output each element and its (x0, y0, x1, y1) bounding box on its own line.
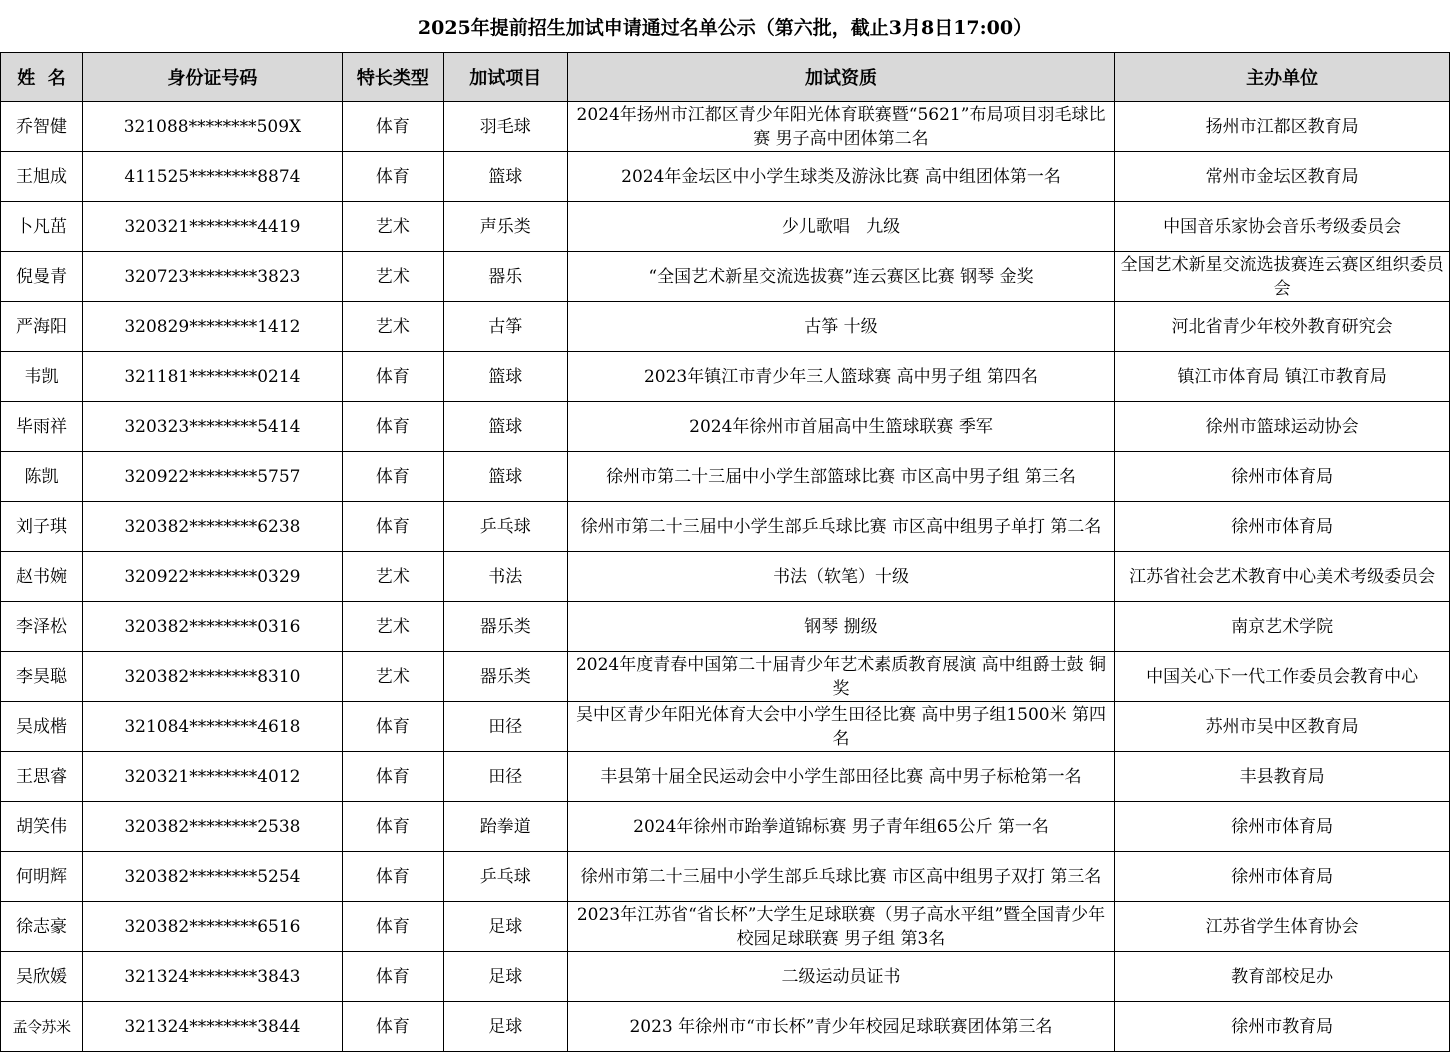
cell-type-text: 体育 (375, 1016, 410, 1037)
cell-qualification-text: 少儿歌唱 九级 (781, 216, 901, 237)
table-row (1, 202, 1450, 252)
cell-item[interactable] (443, 302, 567, 352)
cell-name[interactable] (1, 702, 83, 752)
table-row (1, 852, 1450, 902)
table-row (1, 602, 1450, 652)
cell-organizer[interactable] (1115, 452, 1450, 502)
cell-qualification[interactable] (567, 302, 1115, 352)
cell-id-text: 320723********3823 (124, 266, 301, 287)
cell-id[interactable] (82, 752, 342, 802)
cell-qualification[interactable] (567, 402, 1115, 452)
cell-organizer[interactable] (1115, 152, 1450, 202)
cell-id-text: 321324********3843 (124, 966, 301, 987)
cell-qualification-text: 二级运动员证书 (781, 966, 901, 987)
cell-organizer[interactable] (1115, 802, 1450, 852)
cell-name-text: 胡笑伟 (15, 816, 67, 837)
cell-type-text: 体育 (375, 166, 410, 187)
cell-id[interactable] (82, 452, 342, 502)
cell-id[interactable] (82, 902, 342, 952)
cell-id-text: 320382********5254 (124, 866, 301, 887)
cell-item[interactable] (443, 202, 567, 252)
header-name[interactable]: 姓 名 (1, 53, 83, 102)
cell-item[interactable] (443, 552, 567, 602)
table-row (1, 502, 1450, 552)
cell-organizer[interactable] (1115, 1002, 1450, 1052)
cell-name-text: 孟令苏米 (12, 1017, 71, 1036)
cell-item-text: 田径 (488, 766, 523, 787)
cell-name-text: 陈凯 (24, 466, 59, 487)
cell-id[interactable] (82, 202, 342, 252)
cell-item-text: 声乐类 (479, 216, 531, 237)
cell-item[interactable] (443, 702, 567, 752)
cell-id-text: 321324********3844 (124, 1016, 301, 1037)
cell-id-text: 320829********1412 (124, 316, 301, 337)
table-row (1, 1002, 1450, 1052)
cell-type-text: 体育 (375, 416, 410, 437)
cell-name[interactable] (1, 752, 83, 802)
cell-name-text: 王思睿 (15, 766, 67, 787)
cell-id-text: 320382********6238 (124, 516, 301, 537)
cell-name[interactable] (1, 652, 83, 702)
cell-organizer-text: 扬州市江都区教育局 (1205, 116, 1359, 137)
cell-item-text: 乒乓球 (479, 516, 531, 537)
cell-name[interactable] (1, 302, 83, 352)
cell-organizer-text: 教育部校足办 (1231, 966, 1334, 987)
cell-organizer[interactable] (1115, 252, 1450, 302)
table-row (1, 352, 1450, 402)
cell-name-text: 李泽松 (15, 616, 67, 637)
cell-type[interactable] (342, 702, 443, 752)
cell-qualification-text: 2024年徐州市跆拳道锦标赛 男子青年组65公斤 第一名 (633, 816, 1049, 837)
cell-type[interactable] (342, 302, 443, 352)
cell-type-text: 体育 (375, 816, 410, 837)
cell-organizer[interactable] (1115, 852, 1450, 902)
table-row (1, 402, 1450, 452)
cell-qualification-text: 徐州市第二十三届中小学生部乒乓球比赛 市区高中组男子单打 第二名 (580, 516, 1102, 537)
cell-type-text: 艺术 (375, 266, 410, 287)
cell-name-text: 吴欣媛 (15, 966, 67, 987)
cell-organizer-text: 江苏省学生体育协会 (1205, 916, 1359, 937)
cell-qualification[interactable] (567, 802, 1115, 852)
cell-type[interactable] (342, 552, 443, 602)
cell-organizer-text: 徐州市篮球运动协会 (1205, 416, 1359, 437)
cell-item-text: 篮球 (488, 166, 523, 187)
cell-type-text: 艺术 (375, 316, 410, 337)
cell-organizer[interactable] (1115, 352, 1450, 402)
cell-name[interactable] (1, 852, 83, 902)
cell-qualification-text: 丰县第十届全民运动会中小学生部田径比赛 高中男子标枪第一名 (600, 766, 1082, 787)
cell-qualification-text: 2023年江苏省“省长杯”大学生足球联赛（男子高水平组”暨全国青少年校园足球联赛 男子组 第3名 (576, 904, 1106, 949)
cell-id-text: 320382********8310 (124, 666, 301, 687)
cell-id[interactable] (82, 702, 342, 752)
cell-qualification-text: 古筝 十级 (804, 316, 878, 337)
cell-name[interactable] (1, 602, 83, 652)
cell-type-text: 艺术 (375, 666, 410, 687)
cell-type[interactable] (342, 1002, 443, 1052)
cell-id[interactable] (82, 952, 342, 1002)
cell-qualification-text: 2024年扬州市江都区青少年阳光体育联赛暨“5621”布局项目羽毛球比赛 男子高中团体第二名 (576, 104, 1106, 149)
cell-type[interactable] (342, 602, 443, 652)
cell-qualification[interactable] (567, 202, 1115, 252)
cell-item[interactable] (443, 902, 567, 952)
cell-name[interactable] (1, 252, 83, 302)
cell-type[interactable] (342, 752, 443, 802)
cell-name-text: 乔智健 (15, 116, 67, 137)
page-title: 2025年提前招生加试申请通过名单公示（第六批，截止3月8日17:00） (417, 16, 1033, 39)
cell-item-text: 田径 (488, 716, 523, 737)
cell-type-text: 体育 (375, 116, 410, 137)
cell-organizer-text: 徐州市体育局 (1231, 866, 1334, 887)
cell-item-text: 书法 (488, 566, 523, 587)
cell-type[interactable] (342, 502, 443, 552)
cell-organizer-text: 苏州市吴中区教育局 (1205, 716, 1359, 737)
cell-type[interactable] (342, 402, 443, 452)
cell-type-text: 艺术 (375, 216, 410, 237)
cell-qualification-text: 书法（软笔）十级 (772, 566, 909, 587)
cell-organizer-text: 河北省青少年校外教育研究会 (1171, 316, 1393, 337)
cell-qualification-text: 2024年金坛区中小学生球类及游泳比赛 高中组团体第一名 (621, 166, 1061, 187)
cell-id-text: 320922********0329 (124, 566, 301, 587)
cell-type-text: 体育 (375, 766, 410, 787)
cell-organizer[interactable] (1115, 652, 1450, 702)
cell-id[interactable] (82, 152, 342, 202)
table-row (1, 302, 1450, 352)
cell-item-text: 足球 (488, 1016, 523, 1037)
cell-type[interactable] (342, 252, 443, 302)
table-row (1, 752, 1450, 802)
cell-name-text: 何明辉 (15, 866, 67, 887)
cell-name-text: 吴成楷 (15, 716, 67, 737)
cell-id-text: 411525********8874 (124, 166, 301, 187)
cell-type-text: 体育 (375, 866, 410, 887)
cell-name-text: 赵书婉 (15, 566, 67, 587)
cell-organizer-text: 镇江市体育局 镇江市教育局 (1177, 366, 1387, 387)
cell-type-text: 体育 (375, 466, 410, 487)
cell-qualification-text: 钢琴 捌级 (804, 616, 878, 637)
cell-name[interactable] (1, 1002, 83, 1052)
cell-item[interactable] (443, 602, 567, 652)
cell-qualification-text: “全国艺术新星交流选拔赛”连云赛区比赛 钢琴 金奖 (648, 266, 1034, 287)
cell-id-text: 321181********0214 (124, 366, 301, 387)
cell-item-text: 羽毛球 (479, 116, 531, 137)
cell-qualification[interactable] (567, 452, 1115, 502)
cell-item[interactable] (443, 652, 567, 702)
cell-id[interactable] (82, 1002, 342, 1052)
cell-type[interactable] (342, 202, 443, 252)
cell-name[interactable] (1, 352, 83, 402)
cell-id-text: 320323********5414 (124, 416, 301, 437)
cell-type-text: 体育 (375, 966, 410, 987)
cell-name-text: 王旭成 (15, 166, 67, 187)
cell-name-text: 毕雨祥 (15, 416, 67, 437)
cell-qualification[interactable] (567, 652, 1115, 702)
cell-organizer-text: 徐州市体育局 (1231, 466, 1334, 487)
header-item[interactable]: 加试项目 (443, 53, 567, 102)
cell-type[interactable] (342, 452, 443, 502)
cell-organizer-text: 徐州市体育局 (1231, 516, 1334, 537)
cell-qualification[interactable] (567, 952, 1115, 1002)
cell-item-text: 足球 (488, 916, 523, 937)
cell-id-text: 321088********509X (123, 116, 302, 137)
cell-qualification-text: 吴中区青少年阳光体育大会中小学生田径比赛 高中男子组1500米 第四名 (575, 704, 1107, 749)
cell-name[interactable] (1, 902, 83, 952)
cell-type[interactable] (342, 952, 443, 1002)
cell-qualification[interactable] (567, 702, 1115, 752)
cell-organizer[interactable] (1115, 702, 1450, 752)
cell-name[interactable] (1, 552, 83, 602)
cell-item-text: 器乐 (488, 266, 523, 287)
cell-qualification[interactable] (567, 352, 1115, 402)
header-qualification[interactable]: 加试资质 (567, 53, 1115, 102)
header-row (1, 53, 1450, 102)
cell-item[interactable] (443, 252, 567, 302)
cell-name[interactable] (1, 102, 83, 152)
cell-name[interactable] (1, 402, 83, 452)
cell-type[interactable] (342, 902, 443, 952)
cell-item[interactable] (443, 1002, 567, 1052)
cell-id[interactable] (82, 252, 342, 302)
header-type[interactable]: 特长类型 (342, 53, 443, 102)
cell-organizer[interactable] (1115, 952, 1450, 1002)
cell-type[interactable] (342, 102, 443, 152)
cell-item-text: 篮球 (488, 466, 523, 487)
cell-item-text: 跆拳道 (479, 816, 531, 837)
cell-organizer[interactable] (1115, 602, 1450, 652)
cell-id-text: 320382********2538 (124, 816, 301, 837)
cell-qualification-text: 徐州市第二十三届中小学生部乒乓球比赛 市区高中组男子双打 第三名 (580, 866, 1102, 887)
cell-organizer-text: 常州市金坛区教育局 (1205, 166, 1359, 187)
cell-type-text: 艺术 (375, 566, 410, 587)
cell-qualification-text: 2023年镇江市青少年三人篮球赛 高中男子组 第四名 (643, 366, 1039, 387)
cell-qualification[interactable] (567, 552, 1115, 602)
cell-item[interactable] (443, 352, 567, 402)
cell-id[interactable] (82, 552, 342, 602)
cell-id[interactable] (82, 852, 342, 902)
cell-type[interactable] (342, 352, 443, 402)
cell-organizer[interactable] (1115, 302, 1450, 352)
table-row (1, 902, 1450, 952)
cell-type[interactable] (342, 802, 443, 852)
cell-id[interactable] (82, 352, 342, 402)
cell-name-text: 徐志豪 (15, 916, 67, 937)
cell-id-text: 320382********0316 (124, 616, 301, 637)
cell-type-text: 体育 (375, 516, 410, 537)
cell-name[interactable] (1, 152, 83, 202)
cell-organizer[interactable] (1115, 102, 1450, 152)
cell-type-text: 体育 (375, 366, 410, 387)
cell-id[interactable] (82, 302, 342, 352)
cell-organizer-text: 南京艺术学院 (1231, 616, 1334, 637)
cell-item-text: 乒乓球 (479, 866, 531, 887)
cell-item[interactable] (443, 452, 567, 502)
cell-item-text: 篮球 (488, 416, 523, 437)
cell-item-text: 器乐类 (479, 616, 531, 637)
table-row (1, 552, 1450, 602)
cell-name[interactable] (1, 502, 83, 552)
cell-qualification-text: 2023 年徐州市“市长杯”青少年校园足球联赛团体第三名 (629, 1016, 1053, 1037)
cell-qualification-text: 2024年徐州市首届高中生篮球联赛 季军 (689, 416, 993, 437)
table-row (1, 252, 1450, 302)
cell-id[interactable] (82, 402, 342, 452)
cell-qualification[interactable] (567, 902, 1115, 952)
cell-id-text: 320382********6516 (124, 916, 301, 937)
cell-item[interactable] (443, 152, 567, 202)
cell-id[interactable] (82, 602, 342, 652)
cell-organizer-text: 丰县教育局 (1239, 766, 1325, 787)
cell-qualification-text: 2024年度青春中国第二十届青少年艺术素质教育展演 高中组爵士鼓 铜奖 (575, 654, 1107, 699)
cell-name-text: 刘子琪 (15, 516, 67, 537)
cell-organizer-text: 江苏省社会艺术教育中心美术考级委员会 (1129, 566, 1436, 587)
cell-qualification[interactable] (567, 852, 1115, 902)
cell-organizer[interactable] (1115, 552, 1450, 602)
cell-item-text: 器乐类 (479, 666, 531, 687)
cell-type[interactable] (342, 852, 443, 902)
cell-type-text: 艺术 (375, 616, 410, 637)
cell-item[interactable] (443, 102, 567, 152)
cell-organizer-text: 徐州市教育局 (1231, 1016, 1334, 1037)
cell-item[interactable] (443, 852, 567, 902)
cell-name-text: 李昊聪 (15, 666, 67, 687)
cell-qualification[interactable] (567, 502, 1115, 552)
cell-type-text: 体育 (375, 916, 410, 937)
header-id[interactable]: 身份证号码 (82, 53, 342, 102)
table-row (1, 102, 1450, 152)
cell-organizer[interactable] (1115, 502, 1450, 552)
cell-name[interactable] (1, 802, 83, 852)
table-row (1, 802, 1450, 852)
cell-item[interactable] (443, 802, 567, 852)
cell-id-text: 320321********4012 (124, 766, 301, 787)
cell-organizer-text: 中国音乐家协会音乐考级委员会 (1163, 216, 1402, 237)
cell-name[interactable] (1, 452, 83, 502)
cell-qualification[interactable] (567, 602, 1115, 652)
cell-type-text: 体育 (375, 716, 410, 737)
cell-qualification-text: 徐州市第二十三届中小学生部篮球比赛 市区高中男子组 第三名 (606, 466, 1076, 487)
cell-item-text: 篮球 (488, 366, 523, 387)
cell-organizer-text: 中国关心下一代工作委员会教育中心 (1146, 666, 1419, 687)
cell-name[interactable] (1, 202, 83, 252)
cell-id[interactable] (82, 652, 342, 702)
cell-organizer[interactable] (1115, 202, 1450, 252)
table-row (1, 152, 1450, 202)
cell-name-text: 倪曼青 (15, 266, 67, 287)
cell-qualification[interactable] (567, 102, 1115, 152)
table-row (1, 452, 1450, 502)
cell-qualification[interactable] (567, 252, 1115, 302)
cell-item-text: 足球 (488, 966, 523, 987)
table-row (1, 702, 1450, 752)
cell-organizer[interactable] (1115, 902, 1450, 952)
cell-qualification[interactable] (567, 752, 1115, 802)
cell-id-text: 320321********4419 (124, 216, 301, 237)
cell-item[interactable] (443, 952, 567, 1002)
cell-id-text: 321084********4618 (124, 716, 301, 737)
cell-item[interactable] (443, 402, 567, 452)
cell-organizer-text: 全国艺术新星交流选拔赛连云赛区组织委员会 (1120, 254, 1444, 299)
cell-name-text: 卜凡茁 (15, 216, 67, 237)
cell-id[interactable] (82, 502, 342, 552)
cell-name[interactable] (1, 952, 83, 1002)
table-row (1, 952, 1450, 1002)
header-organizer[interactable]: 主办单位 (1115, 53, 1450, 102)
cell-qualification[interactable] (567, 152, 1115, 202)
cell-name-text: 严海阳 (15, 316, 67, 337)
cell-type[interactable] (342, 152, 443, 202)
cell-item[interactable] (443, 502, 567, 552)
applicant-table (0, 52, 1450, 1052)
cell-type[interactable] (342, 652, 443, 702)
cell-organizer[interactable] (1115, 752, 1450, 802)
cell-id-text: 320922********5757 (124, 466, 301, 487)
table-row (1, 652, 1450, 702)
cell-qualification[interactable] (567, 1002, 1115, 1052)
cell-item-text: 古筝 (488, 316, 523, 337)
cell-id[interactable] (82, 802, 342, 852)
cell-item[interactable] (443, 752, 567, 802)
cell-name-text: 韦凯 (24, 366, 59, 387)
cell-id[interactable] (82, 102, 342, 152)
cell-organizer-text: 徐州市体育局 (1231, 816, 1334, 837)
cell-organizer[interactable] (1115, 402, 1450, 452)
